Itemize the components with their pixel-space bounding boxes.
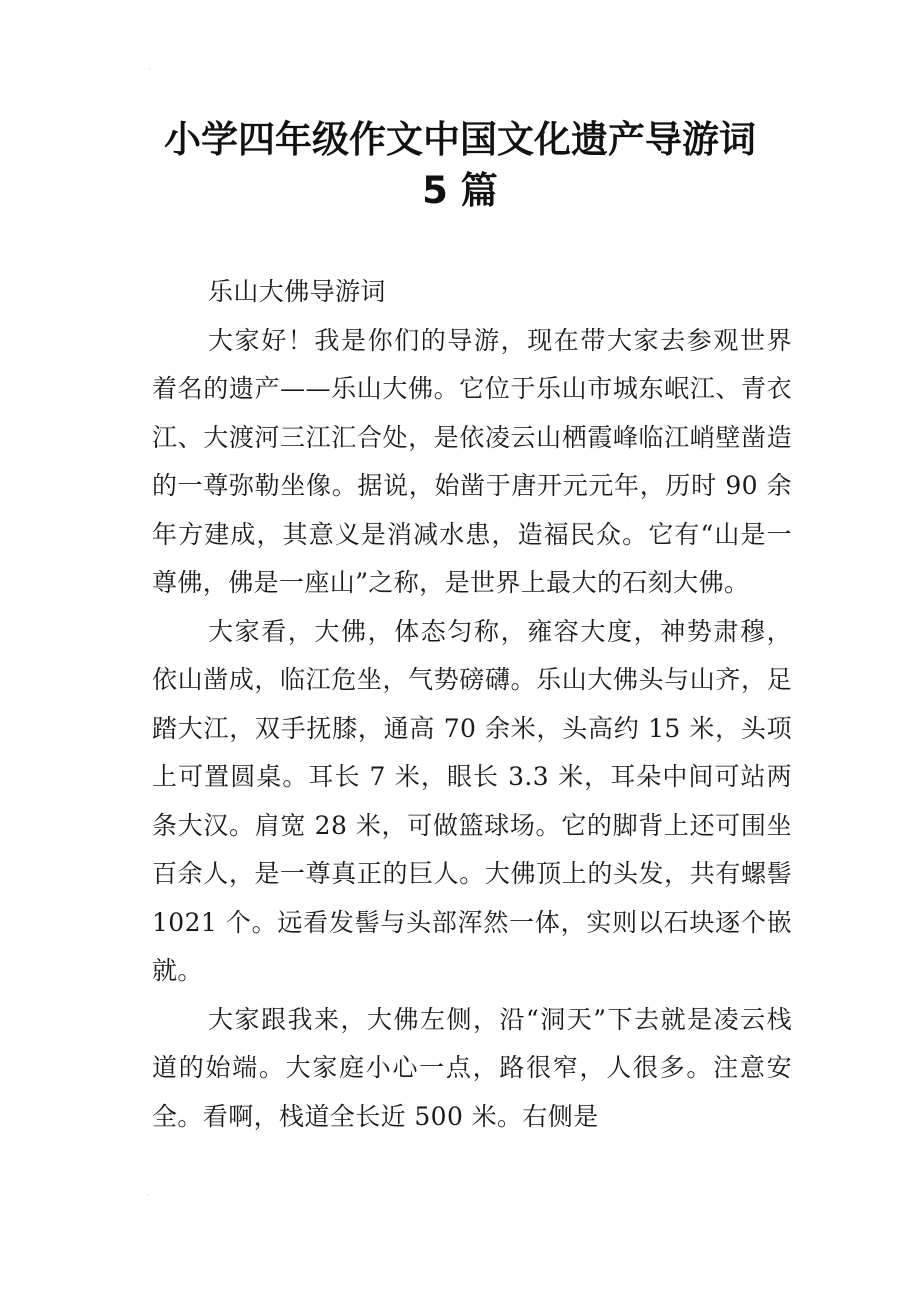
corner-mark-top: · [148,65,151,75]
paragraph-intro: 大家好！我是你们的导游，现在带大家去参观世界着名的遗产——乐山大佛。它位于乐山市城东岷江、青衣江、大渡河三江汇合处，是依凌云山栖霞峰临江峭壁凿造的一尊弥勒坐像。据说，始凿于唐开元元年，历时 90 余年方建成，其意义是消减水患，造福民众。它有“山是一尊佛，佛是一座山”之称，是世界上最大的石刻大佛。 [152,325,792,597]
paragraph-description: 大家看，大佛，体态匀称，雍容大度，神势肃穆，依山凿成，临江危坐，气势磅礴。乐山大佛头与山齐，足踏大江，双手抚膝，通高 70 余米，头高约 15 米，头项上可置圆桌。耳长 7 米，眼长 3.3 米，耳朵中间可站两条大汉。肩宽 28 米，可做篮球场。它的脚背上还可围坐百余人，是一尊真正的巨人。大佛顶上的头发，共有螺髻 1021 个。远看发髻与头部浑然一体，实则以石块逐个嵌就。 [152,616,792,985]
corner-mark-bottom: · [146,1191,149,1201]
title-line-2: 5 篇 [422,169,498,212]
title-line-1: 小学四年级作文中国文化遗产导游词 [164,118,756,161]
section-subtitle: 乐山大佛导游词 [208,277,386,306]
document-body [152,268,792,1141]
paragraph-plank-road: 大家跟我来，大佛左侧，沿“洞天”下去就是凌云栈道的始端。大家庭小心一点，路很窄，人很多。注意安全。看啊，栈道全长近 500 米。右侧是 [152,1004,792,1131]
document-title [130,114,790,216]
